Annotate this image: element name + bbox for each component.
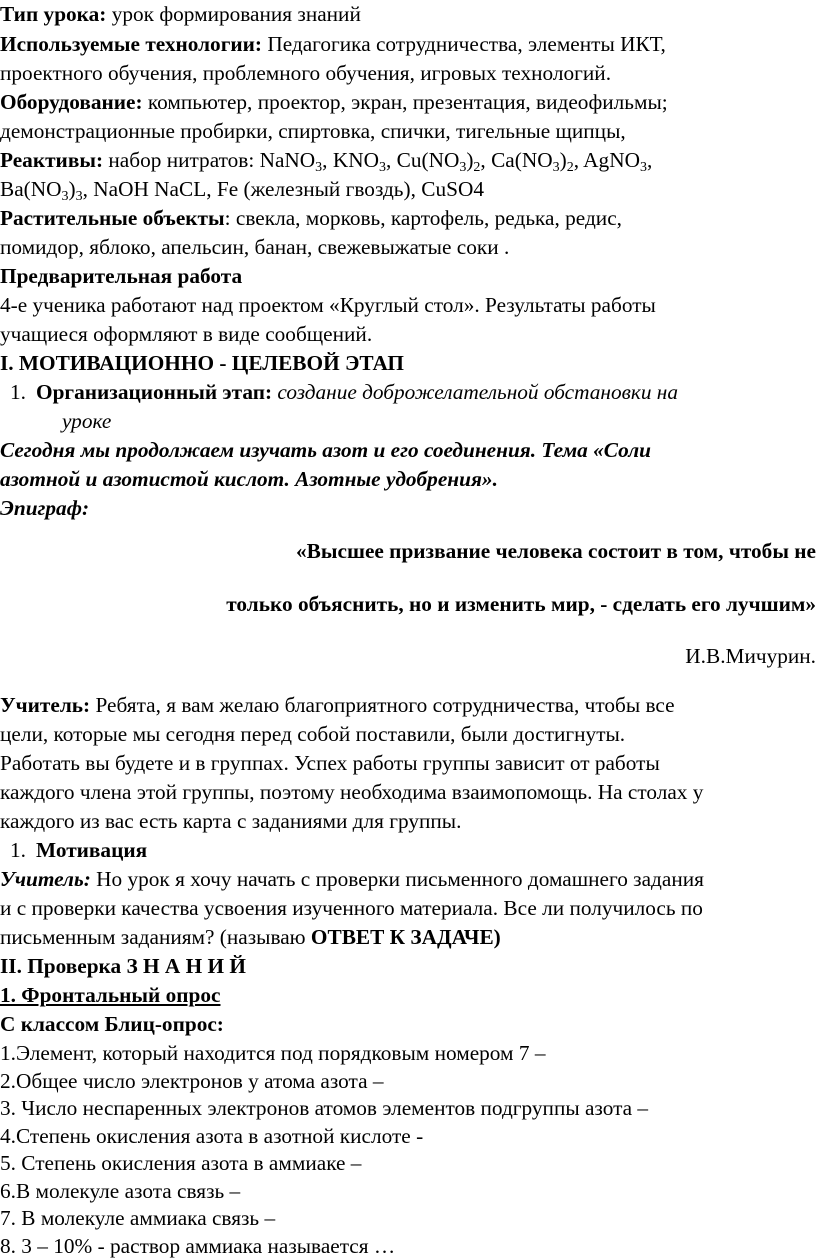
teacher-2-line-3 [0, 923, 816, 951]
teacher-2-text-3: письменным заданиям? (называю [0, 925, 311, 949]
question-5: 5. Степень окисления азота в аммиаке – [0, 1151, 362, 1175]
org-stage-line-2: уроке [62, 409, 112, 433]
reagents-line-1 [0, 146, 816, 174]
teacher-2-line-1 [0, 865, 816, 893]
question-8: 8. 3 – 10% - раствор аммиака называется … [0, 1233, 396, 1258]
org-stage-line-1 [0, 378, 816, 406]
question-4: 4.Степень окисления азота в азотной кислоте - [0, 1123, 424, 1148]
reagents-text: , KNO [322, 148, 379, 172]
list-number: 1. [10, 838, 26, 862]
teacher-1-line-1 [0, 691, 816, 719]
reagents-text: Ba(NO [0, 177, 62, 201]
epigraph-quote-line-2: только объяснить, но и изменить мир, - сделать его лучшим» [226, 592, 816, 616]
technologies-value-1: Педагогика сотрудничества, элементы ИКТ, [262, 32, 666, 56]
stage-2-heading: II. Проверка З Н А Н И Й [0, 954, 246, 978]
reagents-text: , Cu(NO [385, 148, 460, 172]
stage-1-heading: I. МОТИВАЦИОННО - ЦЕЛЕВОЙ ЭТАП [0, 351, 404, 375]
question-6: 6.В молекуле азота связь – [0, 1178, 241, 1203]
preliminary-heading: Предварительная работа [0, 264, 243, 288]
technologies-line-2: проектного обучения, проблемного обучения, игровых технологий. [0, 61, 612, 85]
technologies-label: Используемые технологии: [0, 32, 263, 56]
question-2: 2.Общее число электронов у атома азота – [0, 1068, 384, 1093]
subscript: 2 [566, 160, 574, 175]
motivation-line [0, 836, 816, 864]
teacher-1-text-1: Ребята, я вам желаю благоприятного сотрудничества, чтобы все [90, 693, 675, 717]
reagents-text: ) [68, 177, 76, 201]
equipment-label: Оборудование: [0, 90, 143, 114]
question-1: 1.Элемент, который находится под порядковым номером 7 – [0, 1041, 546, 1065]
teacher-2-line-2: и с проверки качества усвоения изученного материала. Все ли получилось по [0, 896, 703, 920]
topic-line-1: Сегодня мы продолжаем изучать азот и его соединения. Тема «Соли [0, 438, 652, 462]
reagents-text: ) [466, 148, 474, 172]
plants-line-1 [0, 204, 816, 232]
preliminary-line-2: учащиеся оформляют в виде сообщений. [0, 322, 373, 346]
subscript: 3 [552, 160, 560, 175]
lesson-type-line [0, 0, 816, 28]
reagents-line-2 [0, 175, 816, 203]
subscript: 3 [378, 160, 386, 175]
teacher-1-line-2: цели, которые мы сегодня перед собой поставили, были достигнуты. [0, 722, 626, 746]
lesson-type-label: Тип урока: [0, 2, 107, 26]
reagents-text: ) [559, 148, 567, 172]
teacher-1-line-3: Работать вы будете и в группах. Успех работы группы зависит от работы [0, 751, 660, 775]
blitz-survey-heading: С классом Блиц-опрос: [0, 1012, 224, 1036]
org-stage-label: Организационный этап: [36, 380, 273, 404]
lesson-type-value: урок формирования знаний [106, 2, 361, 26]
epigraph-quote-line-1: «Высшее призвание человека состоит в том, чтобы не [296, 539, 816, 563]
org-stage-text-1: создание доброжелательной обстановки на [272, 380, 679, 404]
epigraph-author: И.В.Мичурин. [685, 644, 816, 668]
reagents-text: , Ca(NO [480, 148, 553, 172]
subscript: 3 [639, 160, 647, 175]
epigraph-label: Эпиграф: [0, 496, 90, 520]
equipment-line-1 [0, 88, 816, 116]
subscript: 3 [61, 189, 69, 204]
frontal-survey-heading: 1. Фронтальный опрос [0, 983, 221, 1007]
plants-line-2: помидор, яблоко, апельсин, банан, свежевыжатые соки . [0, 235, 510, 259]
reagents-text: , NaOH NaCL, Fe (железный гвоздь), CuSO4 [82, 177, 484, 201]
motivation-label: Мотивация [36, 838, 148, 862]
reagents-text-1: набор нитратов: NaNO [103, 148, 316, 172]
reagents-text: , AgNO [573, 148, 640, 172]
technologies-line-1 [0, 30, 816, 58]
list-number: 1. [10, 380, 26, 404]
subscript: 2 [473, 160, 481, 175]
teacher-2-text-1: Но урок я хочу начать с проверки письменного домашнего задания [90, 867, 704, 891]
reagents-label: Реактивы: [0, 148, 104, 172]
question-3: 3. Число неспаренных электронов атомов элементов подгруппы азота – [0, 1096, 649, 1120]
subscript: 3 [315, 160, 323, 175]
teacher-1-line-5: каждого из вас есть карта с заданиями для группы. [0, 809, 462, 833]
preliminary-line-1: 4-е ученика работают над проектом «Круглый стол». Результаты работы [0, 293, 656, 317]
topic-line-2: азотной и азотистой кислот. Азотные удобрения». [0, 467, 498, 491]
teacher-1-line-4: каждого члена этой группы, поэтому необходима взаимопомощь. На столах у [0, 780, 704, 804]
plants-value-1: : свекла, морковь, картофель, редька, редис, [224, 206, 622, 230]
question-7: 7. В молекуле аммиака связь – [0, 1206, 276, 1230]
plants-label: Растительные объекты [0, 206, 225, 230]
equipment-value-1: компьютер, проектор, экран, презентация, видеофильмы; [142, 90, 668, 114]
teacher-label: Учитель: [0, 693, 91, 717]
subscript: 3 [75, 189, 83, 204]
answer-to-task: ОТВЕТ К ЗАДАЧЕ) [310, 925, 501, 949]
teacher-label: Учитель: [0, 867, 91, 891]
subscript: 3 [459, 160, 467, 175]
reagents-text: , [646, 148, 653, 172]
equipment-line-2: демонстрационные пробирки, спиртовка, спички, тигельные щипцы, [0, 119, 626, 143]
